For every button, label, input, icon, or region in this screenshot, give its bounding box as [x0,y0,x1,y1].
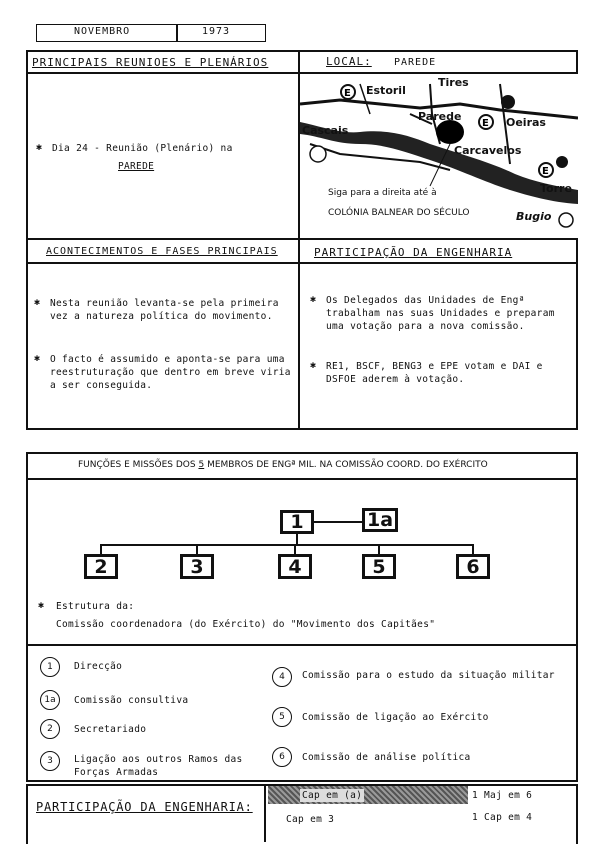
events-bullet-2: ✱ [34,353,41,364]
events-item-1: Nesta reunião levanta-se pela primeira vez a natureza política do movimento. [50,298,279,322]
org-connector-1-1a [314,521,364,523]
engineering-title: PARTICIPAÇÃO DA ENGENHARIA [314,246,513,259]
legend-text-3: Ligação aos outros Ramos das Forças Armadas [74,754,243,778]
legend-text-4: Comissão para o estudo da situação militar [302,670,555,681]
engineering-bullet-2: ✱ [310,360,317,371]
org-box-2: 2 [84,554,118,579]
org-box-3: 3 [180,554,214,579]
functions-title-suffix: MEMBROS DE ENGª MIL. NA COMISSÃO COORD. DO EXÉRCITO [207,460,488,470]
map-place-bugio: Bugio [516,210,552,223]
local-label: LOCAL: [326,55,372,68]
map-directions-line2: COLÓNIA BALNEAR DO SÉCULO [328,208,470,218]
local-value: PAREDE [394,57,437,68]
org-drop-5 [378,544,380,554]
map-place-carcavelos: Carcavelos [454,144,522,157]
legend-num-1a: 1a [40,690,60,710]
footer-item-1: Cap em (a) [302,790,363,801]
legend-num-1: 1 [40,657,60,677]
legend-text-1: Direcção [74,661,123,672]
top-row2-header-rule [26,262,578,264]
functions-header-rule [26,478,578,480]
org-drop-6 [472,544,474,554]
org-box-4: 4 [278,554,312,579]
structure-label: Estrutura da: [56,601,135,612]
footer-item-4: 1 Cap em 4 [472,812,533,823]
events-bullet-1: ✱ [34,297,41,308]
structure-text: Comissão coordenadora (do Exército) do "Movimento dos Capitães" [56,619,436,630]
org-drop-2 [100,544,102,554]
legend-text-6: Comissão de análise política [302,752,471,763]
map-place-cascais: Cascais [302,124,349,137]
org-horizontal-bus [100,544,474,546]
map-place-parede: Parede [418,110,462,123]
legend-num-5: 5 [272,707,292,727]
meetings-item-prefix: Dia 24 - Reunião (Plenário) na [52,143,233,154]
engineering-item-2: RE1, BSCF, BENG3 e EPE votam e DAI e DSFOE aderem à votação. [326,361,543,385]
svg-text:E: E [482,118,489,129]
engineering-bullet-1: ✱ [310,294,317,305]
svg-text:E: E [542,166,549,177]
org-box-1a: 1a [362,508,398,532]
legend-text-2: Secretariado [74,724,147,735]
map-place-tires: Tires [438,76,469,89]
org-drop-3 [196,544,198,554]
legend-num-3: 3 [40,751,60,771]
meetings-item-place: PAREDE [118,161,155,172]
functions-title-number: 5 [198,460,205,470]
legend-text-1a: Comissão consultiva [74,695,189,706]
footer-title: PARTICIPAÇÃO DA ENGENHARIA: [36,800,253,814]
org-box-6: 6 [456,554,490,579]
legend-text-5: Comissão de ligação ao Exército [302,712,489,723]
footer-divider [264,784,266,842]
org-box-5: 5 [362,554,396,579]
meetings-title: PRINCIPAIS REUNIOES E PLENÁRIOS [32,56,269,69]
map-place-estoril: Estoril [366,84,406,97]
footer-item-2: 1 Maj em 6 [472,790,533,801]
header-year: 1973 [202,26,231,37]
map-directions-line1: Siga para a direita até à [328,188,437,198]
legend-num-4: 4 [272,667,292,687]
engineering-item-1: Os Delegados das Unidades de Engª trabalham nas suas Unidades e preparam uma votação para a nova comissão. [326,295,555,332]
events-item-2: O facto é assumido e aponta-se para uma reestruturação que dentro em breve viria a ser conseguida. [50,354,291,391]
footer-item-3: Cap em 3 [286,814,335,825]
svg-text:E: E [344,88,351,99]
structure-bullet: ✱ [38,600,45,611]
footer-shaded-band [268,786,468,804]
top-middle-rule [26,238,578,240]
header-month: NOVEMBRO [74,26,131,37]
functions-title [78,460,488,470]
org-box-1: 1 [280,510,314,534]
functions-title-prefix: FUNÇÕES E MISSÕES DOS [78,460,196,470]
legend-num-2: 2 [40,719,60,739]
meetings-bullet: ✱ [36,142,43,153]
map-place-torre: Torre [540,182,572,195]
legend-num-6: 6 [272,747,292,767]
org-drop-4 [294,544,296,554]
map-place-oeiras: Oeiras [506,116,546,129]
events-title: ACONTECIMENTOS E FASES PRINCIPAIS [46,246,278,257]
functions-legend-rule [26,644,578,646]
